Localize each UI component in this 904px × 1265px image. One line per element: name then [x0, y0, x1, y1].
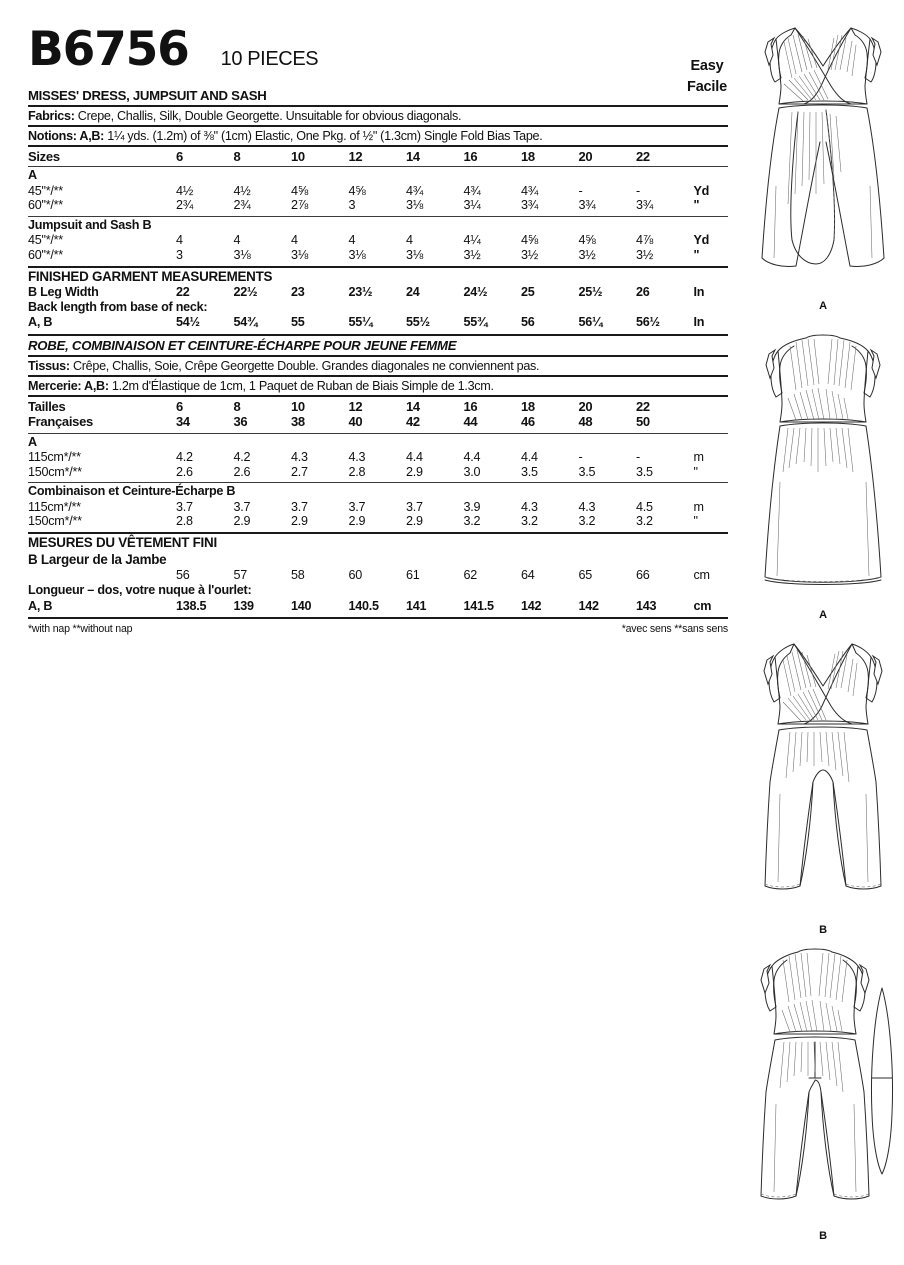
- french-sizes-row-label: Françaises: [28, 414, 93, 430]
- french-yardage-cell: 4.3: [291, 450, 308, 465]
- french-yardage-row: [28, 500, 728, 515]
- notions-label: Notions: A,B:: [28, 129, 105, 143]
- fabrics-row: [28, 107, 728, 125]
- back-length-unit: In: [693, 315, 705, 330]
- yardage-cell: 3⅛: [406, 198, 424, 213]
- french-leg-width-cell: 64: [521, 567, 535, 582]
- figure-label: A: [819, 609, 827, 621]
- back-length-cell: 55¼: [348, 315, 373, 330]
- yardage-cell: 4: [176, 233, 183, 248]
- french-yardage-cell: 4.2: [233, 450, 251, 465]
- french-size-cell: 42: [406, 414, 420, 430]
- french-back-length-cell: 140: [291, 598, 312, 613]
- yardage-cell: 4½: [176, 183, 194, 198]
- french-fabrics-label: Tissus:: [28, 358, 70, 373]
- yardage-row-label: 45"*/**: [28, 233, 63, 248]
- jumpsuit-back-icon: [746, 938, 901, 1228]
- french-leg-width-cell: 56: [176, 567, 190, 582]
- french-yardage-cell: 3.7: [176, 499, 193, 514]
- leg-width-cell: 23: [291, 284, 305, 299]
- piece-count: 10 PIECES: [220, 48, 319, 70]
- english-title: MISSES' DRESS, JUMPSUIT AND SASH: [28, 88, 267, 103]
- back-length-cell: 54¾: [233, 315, 258, 330]
- french-notions-label: Mercerie: A,B:: [28, 378, 109, 393]
- leg-width-cell: 25½: [578, 284, 603, 299]
- difficulty-french: Facile: [687, 79, 727, 96]
- leg-width-cell: 22: [176, 284, 190, 299]
- french-yardage-cell: 2.9: [348, 514, 366, 529]
- english-section: [28, 88, 728, 334]
- view-a-text: A: [28, 168, 37, 183]
- french-yardage-cell: 2.9: [233, 514, 251, 529]
- yardage-unit: ": [693, 198, 700, 213]
- french-yardage-cell: 3.5: [521, 464, 538, 479]
- french-leg-width-row: [28, 568, 728, 583]
- french-leg-width-cell: 62: [463, 567, 478, 582]
- yardage-cell: 3⅛: [406, 248, 424, 262]
- size-cell: 22: [636, 398, 650, 414]
- view-b-text: Jumpsuit and Sash B: [28, 218, 152, 232]
- footnotes: [28, 619, 728, 635]
- french-fabrics-row: [28, 357, 728, 375]
- french-leg-width-label: B Largeur de la Jambe: [28, 551, 167, 567]
- fabrics-text: Crepe, Challis, Silk, Double Georgette. Unsuitable for obvious diagonals.: [77, 109, 462, 123]
- french-view-b-label: [28, 483, 728, 499]
- size-cell: 6: [176, 398, 183, 414]
- french-yardage-row: [28, 450, 728, 465]
- yardage-row: [28, 184, 728, 199]
- yardage-cell: 4: [406, 233, 413, 248]
- french-yardage-unit: m: [693, 499, 704, 514]
- leg-width-cell: 24: [406, 284, 420, 299]
- french-back-length-cell: 139: [233, 598, 254, 613]
- leg-width-cell: 25: [521, 284, 535, 299]
- french-yardage-cell: 2.9: [406, 514, 423, 529]
- french-back-length-cell: 142: [578, 598, 599, 613]
- size-cell: 10: [291, 398, 305, 414]
- yardage-row-label: 60"*/**: [28, 198, 63, 213]
- french-yardage-cell: 3.7: [291, 499, 308, 514]
- yardage-unit: Yd: [693, 183, 710, 198]
- french-yardage-cell: 4.3: [521, 499, 538, 514]
- french-yardage-cell: 2.7: [291, 464, 308, 479]
- back-length-cell: 56¼: [578, 315, 603, 330]
- french-size-cell: 38: [291, 414, 305, 430]
- french-back-length-cell: 141.5: [463, 598, 494, 613]
- french-yardage-cell: 2.8: [176, 514, 193, 529]
- french-yardage-cell: 3.2: [578, 514, 596, 529]
- back-length-caption: [28, 300, 728, 315]
- french-back-length-unit: cm: [693, 598, 712, 613]
- back-length-row-label: A, B: [28, 315, 53, 330]
- french-leg-width-cell: 60: [348, 567, 363, 582]
- view-a-label: [28, 167, 728, 183]
- yardage-cell: 3: [348, 198, 356, 213]
- sizes-label: Sizes: [28, 149, 60, 164]
- french-yardage-unit: ": [693, 514, 698, 529]
- leg-width-row: [28, 285, 728, 300]
- french-yardage-cell: 2.6: [233, 464, 251, 479]
- difficulty-badge: [676, 56, 738, 98]
- size-cell: 8: [233, 398, 241, 414]
- french-yardage-cell: 3.7: [233, 499, 251, 514]
- illustration-dress-back: [742, 322, 904, 621]
- figure-label: A: [819, 300, 827, 312]
- size-cell: 18: [521, 149, 535, 164]
- leg-width-unit: In: [693, 284, 705, 299]
- french-yardage-cell: 4.3: [578, 499, 596, 514]
- yardage-cell: 3¾: [521, 198, 539, 213]
- yardage-cell: 3½: [578, 248, 596, 262]
- french-leg-width-cell: 66: [636, 567, 650, 582]
- illustration-jumpsuit-back-with-sash: [742, 938, 904, 1242]
- figure-label: B: [819, 924, 827, 936]
- yardage-cell: 3¾: [636, 198, 654, 213]
- yardage-cell: 2¾: [233, 198, 251, 213]
- french-sizes-header-row: [28, 397, 728, 414]
- size-cell: 14: [406, 398, 420, 414]
- size-cell: 14: [406, 149, 420, 164]
- french-yardage-cell: 2.6: [176, 464, 193, 479]
- french-size-cell: 34: [176, 414, 190, 430]
- french-yardage-row-label: 115cm*/**: [28, 450, 81, 465]
- back-length-label: Back length from base of neck:: [28, 300, 208, 314]
- french-yardage-cell: 3.7: [348, 499, 366, 514]
- back-length-cell: 56: [521, 315, 535, 330]
- notions-text: 1¼ yds. (1.2m) of ⅜" (1cm) Elastic, One Pkg. of ½" (1.3cm) Single Fold Bias Tape.: [107, 129, 543, 143]
- view-b-label: [28, 217, 728, 233]
- illustration-column: [742, 0, 904, 1265]
- yardage-cell: 3½: [521, 248, 539, 262]
- french-yardage-cell: 3.7: [406, 499, 423, 514]
- french-view-b-text: Combinaison et Ceinture-Écharpe B: [28, 484, 236, 499]
- yardage-row: [28, 248, 728, 266]
- french-notions-row: [28, 377, 728, 395]
- yardage-cell: 4⅝: [521, 233, 539, 248]
- leg-width-cell: 26: [636, 284, 650, 299]
- french-yardage-cell: 3.9: [463, 499, 481, 514]
- size-cell: 10: [291, 149, 305, 164]
- french-back-length-row: [28, 599, 728, 617]
- back-length-row: [28, 315, 728, 333]
- size-cell: 18: [521, 398, 535, 414]
- leg-width-cell: 23½: [348, 284, 373, 299]
- leg-width-cell: 24½: [463, 284, 488, 299]
- yardage-cell: 2⅞: [291, 198, 309, 213]
- yardage-row: [28, 233, 728, 248]
- french-back-length-cell: 142: [521, 598, 542, 613]
- french-back-length-cell: 143: [636, 598, 657, 613]
- french-leg-width-cell: 61: [406, 567, 420, 582]
- back-length-cell: 56½: [636, 315, 660, 330]
- french-size-cell: 44: [463, 414, 478, 430]
- footnote-english: *with nap **without nap: [28, 623, 133, 636]
- yardage-cell: 4: [291, 233, 298, 248]
- french-yardage-cell: 2.9: [291, 514, 308, 529]
- yardage-cell: 4⅞: [636, 233, 654, 248]
- french-view-a-text: A: [28, 434, 37, 449]
- dress-front-icon: [748, 8, 898, 298]
- french-back-length-cell: 138.5: [176, 598, 207, 613]
- yardage-cell: 4⅝: [348, 183, 366, 198]
- yardage-cell: 2¾: [176, 198, 194, 213]
- size-cell: 8: [233, 149, 241, 164]
- size-cell: 12: [348, 398, 363, 414]
- yardage-cell: -: [636, 183, 640, 198]
- french-sizes-row: [28, 414, 728, 432]
- back-length-cell: 55: [291, 315, 305, 330]
- french-yardage-cell: 4.4: [406, 450, 423, 465]
- french-yardage-cell: -: [578, 450, 583, 465]
- french-view-a-label: [28, 434, 728, 450]
- french-yardage-row-label: 150cm*/**: [28, 514, 82, 529]
- illustration-jumpsuit-front: [742, 634, 904, 936]
- french-yardage-cell: 3.0: [463, 464, 481, 479]
- french-fabrics-text: Crêpe, Challis, Soie, Crêpe Georgette Double. Grandes diagonales ne conviennent pas.: [72, 358, 540, 373]
- french-yardage-cell: 4.4: [521, 450, 538, 465]
- french-yardage-cell: 2.8: [348, 464, 366, 479]
- yardage-cell: 4: [348, 233, 356, 248]
- french-size-cell: 36: [233, 414, 248, 430]
- french-yardage-cell: 4.5: [636, 499, 653, 514]
- yardage-cell: 4¼: [463, 233, 481, 248]
- french-back-length-caption: [28, 583, 728, 598]
- french-yardage-cell: -: [636, 450, 640, 465]
- french-yardage-unit: m: [693, 450, 704, 465]
- fabrics-label: Fabrics:: [28, 109, 75, 123]
- french-size-cell: 46: [521, 414, 535, 430]
- sizes-header-row: [28, 147, 728, 166]
- pattern-number: B6756: [28, 22, 189, 77]
- french-size-cell: 40: [348, 414, 363, 430]
- yardage-cell: 4½: [233, 183, 251, 198]
- yardage-cell: 4⅝: [291, 183, 309, 198]
- difficulty-english: Easy: [690, 58, 724, 74]
- size-cell: 16: [463, 149, 478, 164]
- leg-width-cell: 22½: [233, 284, 258, 299]
- header: [28, 22, 728, 88]
- yardage-cell: 3⅛: [233, 248, 251, 262]
- yardage-row: [28, 198, 728, 216]
- footnote-french: *avec sens **sans sens: [621, 623, 728, 636]
- french-yardage-cell: 3.5: [578, 464, 596, 479]
- french-back-length-row-label: A, B: [28, 598, 53, 613]
- size-cell: 16: [463, 398, 478, 414]
- french-yardage-row-label: 115cm*/**: [28, 499, 81, 514]
- figure-label: B: [819, 1230, 827, 1242]
- french-yardage-cell: 3.2: [521, 514, 538, 529]
- size-cell: 6: [176, 149, 183, 164]
- french-back-length-cell: 140.5: [348, 598, 379, 613]
- size-cell: 20: [578, 149, 593, 164]
- yardage-cell: 3½: [636, 248, 654, 262]
- back-length-cell: 54½: [176, 315, 200, 330]
- french-leg-width-unit: cm: [693, 567, 710, 582]
- yardage-cell: -: [578, 183, 583, 198]
- french-leg-width-cell: 65: [578, 567, 593, 582]
- french-yardage-cell: 4.2: [176, 450, 193, 465]
- yardage-cell: 4¾: [463, 183, 481, 198]
- back-length-cell: 55¾: [463, 315, 488, 330]
- french-yardage-row: [28, 514, 728, 532]
- french-yardage-row-label: 150cm*/**: [28, 464, 82, 479]
- french-yardage-cell: 4.4: [463, 450, 481, 465]
- french-back-length-label: Longueur – dos, votre nuque à l'ourlet:: [28, 583, 252, 598]
- french-yardage-cell: 3.2: [463, 514, 481, 529]
- french-yardage-cell: 3.2: [636, 514, 653, 529]
- yardage-cell: 3¾: [578, 198, 596, 213]
- french-yardage-cell: 3.5: [636, 464, 653, 479]
- yardage-row-label: 45"*/**: [28, 183, 63, 198]
- french-title: ROBE, COMBINAISON ET CEINTURE-ÉCHARPE POUR JEUNE FEMME: [28, 337, 457, 353]
- yardage-cell: 3⅛: [348, 248, 366, 262]
- french-yardage-unit: ": [693, 464, 698, 479]
- french-yardage-cell: 4.3: [348, 450, 366, 465]
- french-leg-width-cell: 57: [233, 567, 248, 582]
- yardage-cell: 4¾: [521, 183, 539, 198]
- french-yardage-cell: 2.9: [406, 464, 423, 479]
- illustration-dress-front: [742, 8, 904, 312]
- finished-measurements-title: FINISHED GARMENT MEASUREMENTS: [28, 268, 273, 284]
- french-leg-width-cell: 58: [291, 567, 305, 582]
- yardage-cell: 4: [233, 233, 241, 248]
- jumpsuit-front-icon: [748, 634, 898, 922]
- back-length-cell: 55½: [406, 315, 430, 330]
- size-cell: 22: [636, 149, 650, 164]
- leg-width-label: B Leg Width: [28, 284, 99, 299]
- yardage-cell: 3¼: [463, 198, 481, 213]
- yardage-unit: ": [693, 248, 700, 262]
- yardage-cell: 3½: [463, 248, 481, 262]
- yardage-row-label: 60"*/**: [28, 248, 63, 262]
- french-back-length-cell: 141: [406, 598, 427, 613]
- spec-tables: [28, 22, 728, 636]
- notions-row: [28, 127, 728, 145]
- yardage-unit: Yd: [693, 233, 710, 248]
- french-finished-measurements-title: MESURES DU VÊTEMENT FINI: [28, 534, 217, 550]
- yardage-cell: 3: [176, 248, 183, 262]
- french-size-cell: 48: [578, 414, 593, 430]
- size-cell: 12: [348, 149, 363, 164]
- yardage-cell: 3⅛: [291, 248, 309, 262]
- french-notions-text: 1.2m d'Élastique de 1cm, 1 Paquet de Ruban de Biais Simple de 1.3cm.: [111, 378, 494, 393]
- french-section: [28, 334, 728, 635]
- french-yardage-row: [28, 465, 728, 483]
- dress-back-icon: [748, 322, 898, 607]
- french-size-cell: 50: [636, 414, 650, 430]
- size-cell: 20: [578, 398, 593, 414]
- yardage-cell: 4⅝: [578, 233, 596, 248]
- yardage-cell: 4¾: [406, 183, 424, 198]
- french-sizes-label: Tailles: [28, 398, 66, 414]
